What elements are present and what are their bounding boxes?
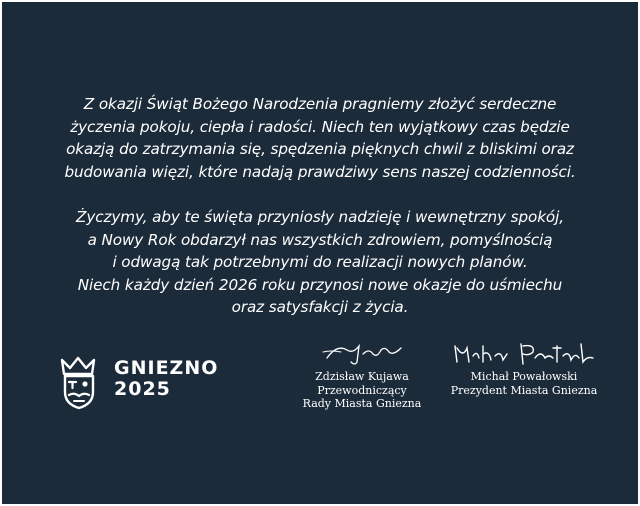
signatory-title: Przewodniczący	[317, 383, 407, 397]
handwritten-signature	[449, 340, 599, 366]
greeting-line: a Nowy Rok obdarzył nas wszystkich zdrowiem, pomyślnością	[87, 230, 553, 249]
greeting-line: Niech każdy dzień 2026 roku przynosi nowe okazje do uśmiechu	[77, 275, 563, 294]
signatory-mayor	[439, 340, 609, 397]
logo-wordmark	[114, 358, 218, 400]
greeting-line: i odwagą tak potrzebnymi do realizacji nowych planów.	[112, 253, 528, 272]
greeting-line: okazją do zatrzymania się, spędzenia pięknych chwil z bliskimi oraz	[66, 140, 574, 159]
paragraph-gap	[2, 183, 638, 206]
signatory-title: Prezydent Miasta Gniezna	[450, 383, 598, 397]
greeting-card	[2, 2, 638, 504]
signatory-chairman	[292, 340, 432, 411]
greeting-line: Z okazji Świąt Bożego Narodzenia pragniemy złożyć serdeczne	[83, 95, 557, 113]
gniezno-2025-logo	[56, 352, 256, 412]
handwritten-signature	[317, 340, 407, 366]
signatory-name: Michał Powałowski	[470, 370, 578, 383]
logo-year: 2025	[114, 378, 171, 400]
greeting-line: życzenia pokoju, ciepła i radości. Niech ten wyjątkowy czas będzie	[70, 117, 570, 136]
greeting-text	[2, 93, 638, 319]
crowned-face-icon	[56, 352, 108, 412]
signatory-title: Rady Miasta Gniezna	[302, 397, 422, 410]
greeting-line: Życzymy, aby te święta przyniosły nadzieję i wewnętrzny spokój,	[76, 207, 564, 226]
greeting-line: budowania więzi, które nadają prawdziwy sens naszej codzienności.	[64, 162, 576, 181]
logo-city: GNIEZNO	[114, 357, 219, 379]
greeting-line: oraz satysfakcji z życia.	[231, 298, 409, 317]
signatory-name: Zdzisław Kujawa	[315, 370, 409, 383]
